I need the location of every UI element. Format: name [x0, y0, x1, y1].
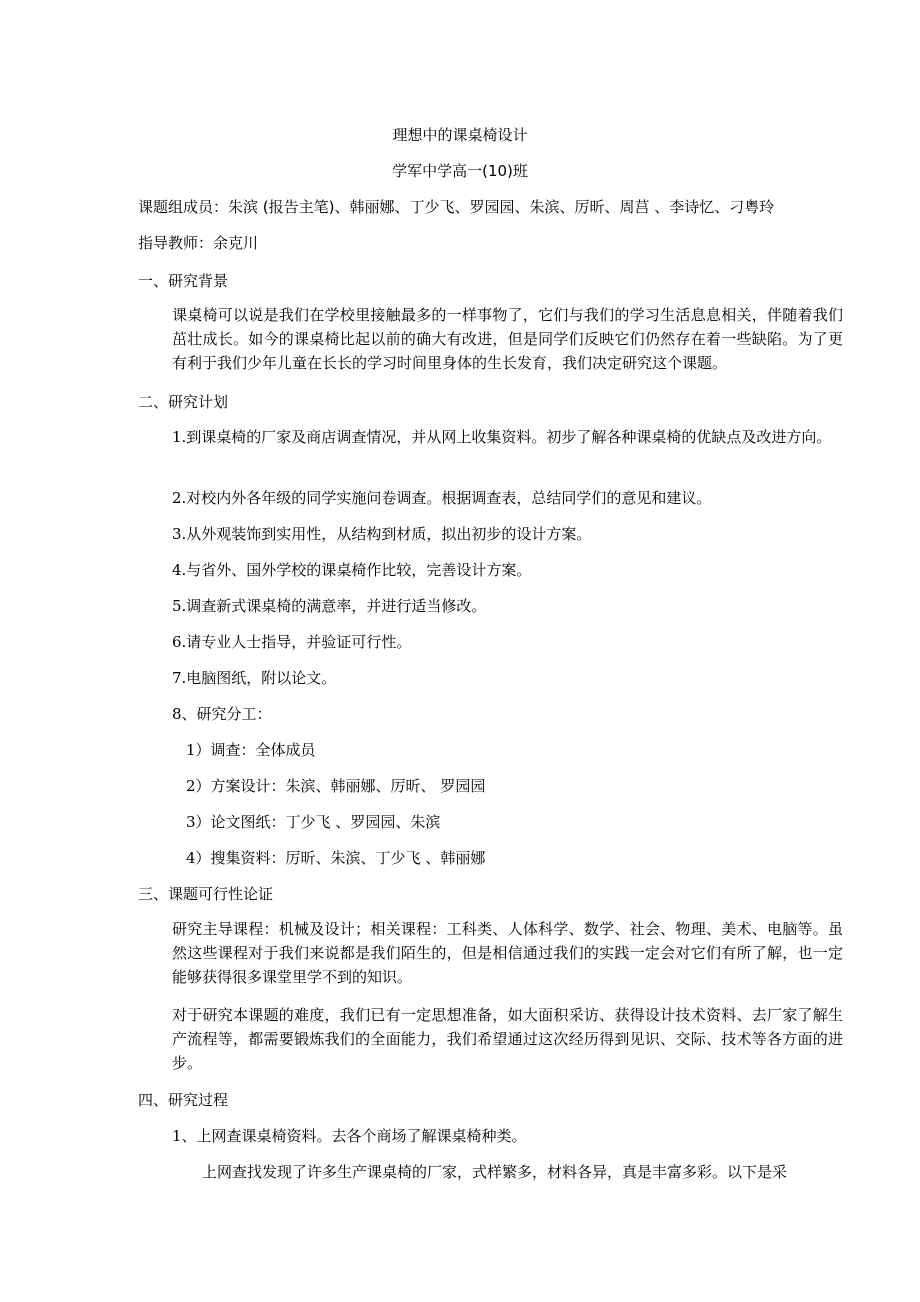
plan-item-1-text: 1.到课桌椅的厂家及商店调查情况，并从网上收集资料。初步了解各种课桌椅的优缺点及改进方向。	[172, 428, 832, 446]
document-subtitle: 学军中学高一(10)班	[392, 162, 528, 180]
members-line: 课题组成员：朱滨 (报告主笔)、韩丽娜、丁少飞、罗园园、朱滨、厉昕、周莒 、李诗忆、刁粤玲	[138, 198, 775, 216]
plan-item-8: 8、研究分工：	[172, 705, 272, 723]
plan-item-1	[138, 425, 843, 449]
plan-item-5: 5.调查新式课桌椅的满意率，并进行适当修改。	[172, 597, 487, 615]
teacher-line: 指导教师：余克川	[138, 234, 259, 252]
feasibility-paragraph-2-text: 对于研究本课题的难度，我们已有一定思想准备，如大面积采访、获得设计技术资料、去厂家了解生产流程等，都需要锻炼我们的全面能力，我们希望通过这次经历得到见识、交际、技术等各方面的进步。	[172, 1006, 843, 1072]
feasibility-paragraph-1-text: 研究主导课程：机械及设计；相关课程：工科类、人体科学、数学、社会、物理、美术、电脑等。虽然这些课程对于我们来说都是我们陌生的，但是相信通过我们的实践一定会对它们有所了解，也一定能够获得很多课堂里学不到的知识。	[172, 920, 843, 986]
process-item-1: 1、上网查课桌椅资料。去各个商场了解课桌椅种类。	[172, 1127, 527, 1145]
section-heading-background: 一、研究背景	[138, 272, 229, 290]
background-paragraph-text: 课桌椅可以说是我们在学校里接触最多的一样事物了，它们与我们的学习生活息息相关，伴随着我们茁壮成长。如今的课桌椅比起以前的确大有改进，但是同学们反映它们仍然存在着一些缺陷。为了更有利于我们少年儿童在长长的学习时间里身体的生长发育，我们决定研究这个课题。	[172, 306, 843, 372]
feasibility-paragraph-1	[138, 917, 843, 989]
process-item-1-text: 上网查找发现了许多生产课桌椅的厂家，式样繁多，材料各异，真是丰富多彩。以下是采	[202, 1163, 788, 1181]
plan-item-6: 6.请专业人士指导，并验证可行性。	[172, 633, 412, 651]
division-item-1: 1）调查：全体成员	[186, 741, 316, 759]
plan-item-4: 4.与省外、国外学校的课桌椅作比较，完善设计方案。	[172, 561, 532, 579]
division-item-2: 2）方案设计：朱滨、韩丽娜、厉昕、 罗园园	[186, 777, 486, 795]
section-heading-plan: 二、研究计划	[138, 393, 229, 411]
plan-item-7: 7.电脑图纸，附以论文。	[172, 669, 337, 687]
section-heading-feasibility: 三、课题可行性论证	[138, 885, 274, 903]
feasibility-paragraph-2	[138, 1003, 843, 1075]
plan-item-3: 3.从外观装饰到实用性，从结构到材质，拟出初步的设计方案。	[172, 525, 592, 543]
document-title: 理想中的课桌椅设计	[392, 126, 528, 144]
section-heading-process: 四、研究过程	[138, 1091, 229, 1109]
division-item-3: 3）论文图纸：丁少飞 、罗园园、朱滨	[186, 813, 441, 831]
background-paragraph	[138, 303, 843, 375]
plan-item-2: 2.对校内外各年级的同学实施问卷调查。根据调查表，总结同学们的意见和建议。	[172, 489, 712, 507]
division-item-4: 4）搜集资料：厉昕、朱滨、丁少飞 、韩丽娜	[186, 849, 486, 867]
